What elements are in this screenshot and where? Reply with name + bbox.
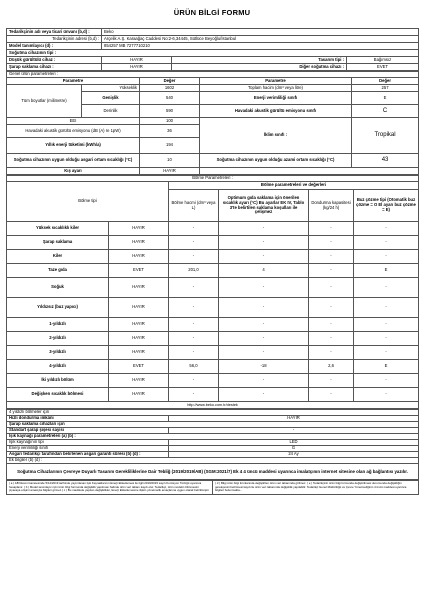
compartment-volume: - — [169, 388, 219, 402]
winter-setting-label: Kış ayarı — [7, 168, 140, 175]
eei-value: 100 — [140, 118, 200, 125]
light-class-value: G — [169, 446, 419, 452]
compartment-capacity: - — [309, 278, 354, 298]
design-type-value: Bağımsız — [347, 57, 419, 64]
energy-class-value: E — [352, 92, 419, 105]
support-url[interactable]: http://www.beko.com.tr/destek — [7, 402, 419, 409]
compartment-present: HAYIR — [109, 278, 169, 298]
max-temp-value: 43 — [352, 154, 419, 168]
compartment-capacity: - — [309, 222, 354, 236]
dimensions-label: Tüm boyutlar (milimetre) — [7, 85, 82, 118]
compartment-name: Şarap saklama — [7, 236, 109, 250]
compartment-defrost: - — [354, 346, 419, 360]
total-volume-value: 257 — [352, 85, 419, 92]
compartment-row — [7, 250, 419, 264]
extra-info-label: Ek bilgiler (b) (d) : — [7, 458, 419, 464]
design-type-label: Tasarım tipi : — [172, 57, 347, 64]
compartment-volume: - — [169, 278, 219, 298]
supplier-name-value: Beko — [102, 29, 419, 36]
compartment-row — [7, 318, 419, 332]
model-value: 854257 MB 7277710210 — [102, 43, 419, 50]
compartment-volume: - — [169, 318, 219, 332]
compartment-capacity: 2,6 — [309, 360, 354, 374]
compartment-defrost: - — [354, 278, 419, 298]
compartment-volume: - — [169, 222, 219, 236]
compartment-temp: - — [219, 278, 309, 298]
light-type-value: LED — [169, 440, 419, 446]
compartment-volume: - — [169, 236, 219, 250]
compartment-temp: - — [219, 250, 309, 264]
climate-class-label: İklim sınıfı : — [200, 118, 352, 154]
compartment-row — [7, 346, 419, 360]
depth-label: Derinlik — [82, 105, 140, 118]
compartment-volume: - — [169, 374, 219, 388]
four-star-section-label: 4 yıldızlı bölmeler için — [7, 410, 419, 416]
footnote-table — [6, 480, 419, 494]
fast-freeze-value: HAYIR — [169, 416, 419, 422]
warranty-label: Asgari tedarikçi tarafından belirlenen asgari garanti süresi (b) (d) : — [7, 452, 169, 458]
compartment-table — [6, 175, 419, 409]
wine-device-label: Şarap saklama cihazı : — [7, 64, 102, 71]
compartment-capacity: - — [309, 346, 354, 360]
eei-label: EEI — [7, 118, 140, 125]
noise-db-value: 36 — [140, 125, 200, 138]
fast-freeze-label: Hızlı dondurma imkânı — [7, 416, 169, 422]
compartment-defrost: - — [354, 388, 419, 402]
compartment-capacity: - — [309, 298, 354, 318]
compartment-volume: - — [169, 332, 219, 346]
compartment-defrost: E — [354, 264, 419, 278]
compartment-defrost: - — [354, 318, 419, 332]
supplier-table — [6, 28, 419, 71]
compartment-temp: - — [219, 222, 309, 236]
energy-class-label: Enerji verimliliği sınıfı — [200, 92, 352, 105]
compartment-defrost: - — [354, 332, 419, 346]
compartment-row — [7, 388, 419, 402]
compartment-capacity: - — [309, 318, 354, 332]
temp-setting-header: Optimum gıda saklama için önerilen sıcaklık ayarı (°C) Bu ayarlar EK IV, Tablo 3'te belirtilen saklama koşulları ile çelişmez — [219, 190, 309, 222]
supplier-address-value: Arçelik A.Ş. Karaağaç Caddesi No:2-6,34445, Sütlüce Beyoğlu/İstanbul — [102, 36, 419, 43]
light-type-label: Işık kaynağının tipi — [7, 440, 169, 446]
compartment-name: Yüksek sıcaklıklı kiler — [7, 222, 109, 236]
compartment-present: HAYIR — [109, 250, 169, 264]
climate-class-value: Tropikal — [352, 118, 419, 154]
compartment-row — [7, 278, 419, 298]
bottom-table — [6, 409, 419, 480]
param-header-right: Parametre — [200, 78, 352, 85]
annual-energy-label: Yıllık enerji tüketimi (kWh/a) — [7, 138, 140, 154]
footnote-right: ( d ) Bilgi ürün bilgi formlarında değiştirilen ürün veri tabanında girilmez. ( e ) Tedarikçinin ürün bilgi formunda değiştirilmesi durumunda değişikliğin gerekçesini belirtmesi kaydı ile ürün veri tabanında değişiklik yapılabilir. Tedarikçi Genel Müdürlüğü ve Çevre Yönetmeliğinin 4 üncü maddesi uyarınca bilgileri bulunmakta... — [213, 481, 419, 494]
compartment-defrost: - — [354, 298, 419, 318]
height-value: 1602 — [140, 85, 200, 92]
annual-energy-value: 194 — [140, 138, 200, 154]
wine-section-label: Şarap saklama cihazları için — [7, 422, 419, 428]
compartment-temp: - — [219, 388, 309, 402]
compartment-present: HAYIR — [109, 374, 169, 388]
value-header-right: Değer — [352, 78, 419, 85]
compartment-row — [7, 298, 419, 318]
regulation-text: Soğutma Cihazlarının Çevreye Duyarlı Tasarım Gerekliliklerine Dair Tebliğ (2019/2019/AB) (SGM:2021/7) Ek 4 4 üncü maddesi uyarınca imalatçının internet sitesine olan ağ bağlantısı yazılır. — [7, 464, 419, 480]
compartment-name: Kiler — [7, 250, 109, 264]
other-device-value: EVET — [347, 64, 419, 71]
light-section-label: Işık kaynağı parametreleri (a) (b) : — [7, 434, 419, 440]
compartment-present: EVET — [109, 360, 169, 374]
compartment-defrost: - — [354, 222, 419, 236]
warranty-value: 24 Ay — [169, 452, 419, 458]
compartment-temp: 4 — [219, 264, 309, 278]
compartment-temp: - — [219, 332, 309, 346]
compartment-row — [7, 236, 419, 250]
compartment-defrost: - — [354, 374, 419, 388]
compartment-name: Yıldızsız (buz yapıcı) — [7, 298, 109, 318]
compartment-temp: - — [219, 374, 309, 388]
compartment-section-label: Bölme Parametreleri : — [7, 176, 419, 182]
freeze-capacity-header: Dondurma kapasitesi (kg/24 h) — [309, 190, 354, 222]
depth-value: 590 — [140, 105, 200, 118]
compartment-volume: - — [169, 346, 219, 360]
defrost-type-header: Buz çözme tipi (Otomatik buz çözme = O El ayarı buz çözme = E) — [354, 190, 419, 222]
compartment-temp: - — [219, 236, 309, 250]
winter-setting-value: HAYIR — [140, 168, 200, 175]
compartment-temp: - — [219, 318, 309, 332]
compartment-capacity: - — [309, 250, 354, 264]
compartment-name: 1-yıldızlı — [7, 318, 109, 332]
param-header-left: Parametre — [7, 78, 140, 85]
min-temp-label: Soğutma cihazının uygun olduğu asgari ortam sıcaklığı (°C) — [7, 154, 140, 168]
light-class-label: Enerji verimliliği sınıfı — [7, 446, 169, 452]
compartment-capacity: - — [309, 332, 354, 346]
compartment-type-header: Bölme tipi — [7, 182, 169, 222]
compartment-rows — [7, 222, 419, 409]
noise-db-label: Havadaki akustik gürültü emisyonu (dB (A) re 1pW) — [7, 125, 140, 138]
compartment-present: EVET — [109, 264, 169, 278]
compartment-name: 3-yıldızlı — [7, 346, 109, 360]
wine-bottles-label: Standart şarap şişesi sayısı — [7, 428, 169, 434]
compartment-row — [7, 360, 419, 374]
footnote-left: ( a ) AB Resmi Gazetesinde 5/12/2019 tarihinde yayımlanan Işık Kaynaklarının Enerji Etiketlemesi ile ilgili 2019/2015 sayılı Komisyon Tüzüğü uyarınca hesaplanır. ( b ) Model tanımlayıcı için ürün bilgi formunda değişiklik yapılması halinde ürün veri tabanı kaydı olur. Tedarikçi, ürün modelin bilinmesini piyasaya erişimi amacıyla bilgileri girmez.( c ) Bu maddede yapılan değişiklikler, Enerji Etiketlemesine ilişkin yönetmelik amaçlarına uygun olarak belirtilmiştir. — [7, 481, 213, 494]
supplier-address-label: Tedarikçinin adresi (b,d) : — [7, 36, 102, 43]
wine-bottles-value: - — [169, 428, 419, 434]
compartment-defrost: - — [354, 250, 419, 264]
compartment-name: Değişken sıcaklık bölmesi — [7, 388, 109, 402]
compartment-present: HAYIR — [109, 298, 169, 318]
other-device-label: Diğer soğutma cihazı : — [172, 64, 347, 71]
compartment-temp: - — [219, 298, 309, 318]
compartment-defrost: E — [354, 360, 419, 374]
compartment-present: HAYIR — [109, 236, 169, 250]
height-label: Yükseklik — [82, 85, 140, 92]
width-value: 540 — [140, 92, 200, 105]
compartment-temp: -18 — [219, 360, 309, 374]
form-title: ÜRÜN BİLGİ FORMU — [173, 8, 251, 17]
general-params-table — [6, 71, 419, 175]
compartment-name: İki yıldızlı bölüm — [7, 374, 109, 388]
compartment-capacity: - — [309, 388, 354, 402]
compartment-group-header: Bölme parametreleri ve değerleri — [169, 182, 419, 190]
compartment-capacity: - — [309, 236, 354, 250]
model-label: Model tanımlayıcı (d) : — [7, 43, 102, 50]
compartment-volume: - — [169, 250, 219, 264]
compartment-name: 2-yıldızlı — [7, 332, 109, 346]
compartment-row — [7, 264, 419, 278]
compartment-volume: - — [169, 298, 219, 318]
wine-device-value: HAYIR — [102, 64, 172, 71]
compartment-capacity: - — [309, 374, 354, 388]
compartment-capacity: - — [309, 264, 354, 278]
compartment-row — [7, 374, 419, 388]
volume-header: Bölme hacmi (dm³ veya L) — [169, 190, 219, 222]
min-temp-value: 10 — [140, 154, 200, 168]
compartment-temp: - — [219, 346, 309, 360]
compartment-present: HAYIR — [109, 222, 169, 236]
compartment-present: HAYIR — [109, 318, 169, 332]
compartment-volume: 201,0 — [169, 264, 219, 278]
width-label: Genişlik — [82, 92, 140, 105]
low-noise-value: HAYIR — [102, 57, 172, 64]
compartment-defrost: - — [354, 236, 419, 250]
value-header-left: Değer — [140, 78, 200, 85]
device-type-label: Soğutma cihazının tipi : — [7, 50, 419, 57]
noise-class-label: Havadaki akustik gürültü emisyonu sınıfı — [200, 105, 352, 118]
noise-class-value: C — [352, 105, 419, 118]
compartment-present: HAYIR — [109, 388, 169, 402]
compartment-row — [7, 332, 419, 346]
supplier-name-label: Tedarikçinin adı veya ticari ünvanı (b,d) : — [7, 29, 102, 36]
compartment-present: HAYIR — [109, 346, 169, 360]
compartment-name: 4-yıldızlı — [7, 360, 109, 374]
max-temp-label: Soğutma cihazının uygun olduğu azami ortam sıcaklığı (°C) — [200, 154, 352, 168]
compartment-name: Soğuk — [7, 278, 109, 298]
compartment-name: Taze gıda — [7, 264, 109, 278]
compartment-row — [7, 222, 419, 236]
total-volume-label: Toplam hacim (dm³ veya litre) — [200, 85, 352, 92]
compartment-volume: 56,0 — [169, 360, 219, 374]
general-section-label: Genel ürün parametreleri : — [7, 72, 419, 78]
low-noise-label: Düşük gürültülü cihaz : — [7, 57, 102, 64]
product-info-form — [6, 0, 418, 495]
compartment-present: HAYIR — [109, 332, 169, 346]
